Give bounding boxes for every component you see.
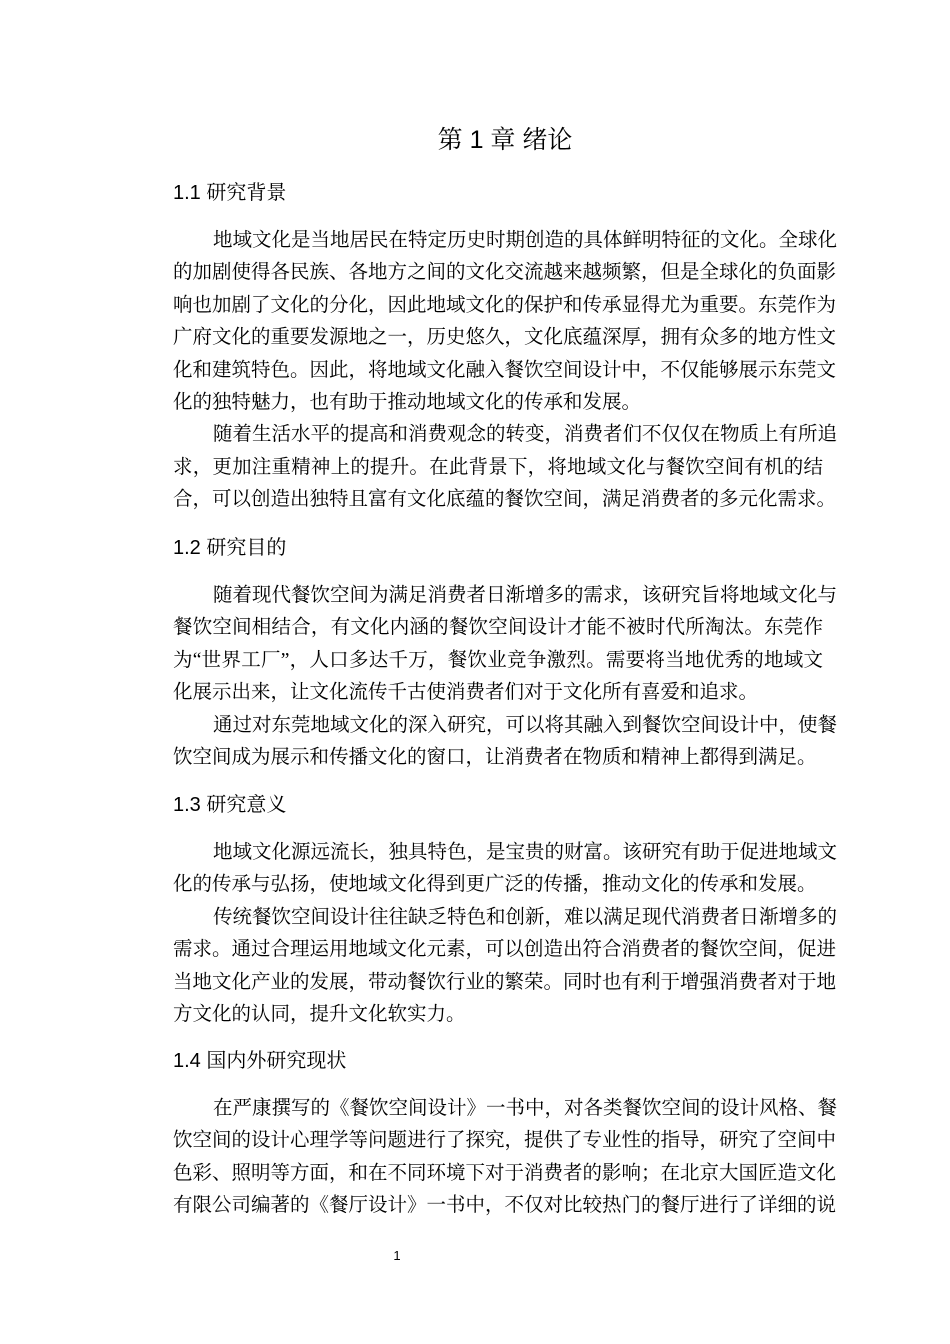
text-line: 地域文化源远流长，独具特色，是宝贵的财富。该研究有助于促进地域文 [213,842,838,863]
text-line: 为“世界工厂”，人口多达千万，餐饮业竞争激烈。需要将当地优秀的地域文 [173,649,823,671]
text-line: 当地文化产业的发展，带动餐饮行业的繁荣。同时也有利于增强消费者对于地 [173,971,837,993]
text-line: 饮空间的设计心理学等问题进行了探究，提供了专业性的指导，研究了空间中 [173,1130,837,1152]
text-line: 地域文化是当地居民在特定历史时期创造的具体鲜明特征的文化。全球化 [213,230,838,251]
paragraph [173,1093,838,1223]
text-line: 饮空间成为展示和传播文化的窗口，让消费者在物质和精神上都得到满足。 [173,746,817,768]
text-line: 需求。通过合理运用地域文化元素，可以创造出符合消费者的餐饮空间，促进 [173,939,837,961]
text-line: 化展示出来，让文化流传千古使消费者们对于文化所有喜爱和追求。 [173,682,759,704]
text-line: 化的独特魅力，也有助于推动地域文化的传承和发展。 [173,391,642,413]
text-line: 求，更加注重精神上的提升。在此背景下，将地域文化与餐饮空间有机的结 [173,456,823,478]
section-research-purpose [173,532,838,774]
text-line: 方文化的认同，提升文化软实力。 [173,1003,466,1025]
text-line: 在严康撰写的《餐饮空间设计》一书中，对各类餐饮空间的设计风格、餐 [213,1098,838,1119]
section-heading: 1.4 国内外研究现状 [173,1050,347,1072]
text-line: 随着现代餐饮空间为满足消费者日渐增多的需求，该研究旨将地域文化与 [213,585,838,606]
paragraph [173,710,838,775]
section-research-significance [173,789,838,1031]
text-line: 响也加剧了文化的分化，因此地域文化的保护和传承显得尤为重要。东莞作为 [173,294,837,316]
text-line: 合，可以创造出独特且富有文化底蕴的餐饮空间，满足消费者的多元化需求。 [173,489,837,511]
text-line: 的加剧使得各民族、各地方之间的文化交流越来越频繁，但是全球化的负面影 [173,262,837,284]
chapter-title: 第 1 章 绪论 [437,126,573,154]
section-research-background [173,177,838,517]
text-line: 随着生活水平的提高和消费观念的转变，消费者们不仅仅在物质上有所追 [213,424,838,446]
text-line: 化和建筑特色。因此，将地域文化融入餐饮空间设计中，不仅能够展示东莞文 [173,359,837,381]
section-heading: 1.3 研究意义 [173,794,287,816]
paragraph [173,225,838,419]
section-heading: 1.2 研究目的 [173,537,287,559]
section-research-status [173,1045,838,1223]
paragraph [173,837,838,902]
text-line: 传统餐饮空间设计往往缺乏特色和创新，难以满足现代消费者日渐增多的 [213,906,838,928]
text-line: 色彩、照明等方面，和在不同环境下对于消费者的影响；在北京大国匠造文化 [173,1162,837,1184]
page-number: 1 [393,1248,401,1263]
text-line: 通过对东莞地域文化的深入研究，可以将其融入到餐饮空间设计中，使餐 [213,714,838,736]
paragraph [173,419,838,516]
text-line: 广府文化的重要发源地之一，历史悠久，文化底蕴深厚，拥有众多的地方性文 [173,327,837,349]
text-line: 化的传承与弘扬，使地域文化得到更广泛的传播，推动文化的传承和发展。 [173,874,817,896]
paragraph [173,580,838,710]
text-line: 有限公司编著的《餐厅设计》一书中，不仅对比较热门的餐厅进行了详细的说 [173,1195,837,1217]
paragraph [173,902,838,1032]
section-heading: 1.1 研究背景 [173,182,287,204]
text-line: 餐饮空间相结合，有文化内涵的餐饮空间设计才能不被时代所淘汰。东莞作 [173,617,823,639]
